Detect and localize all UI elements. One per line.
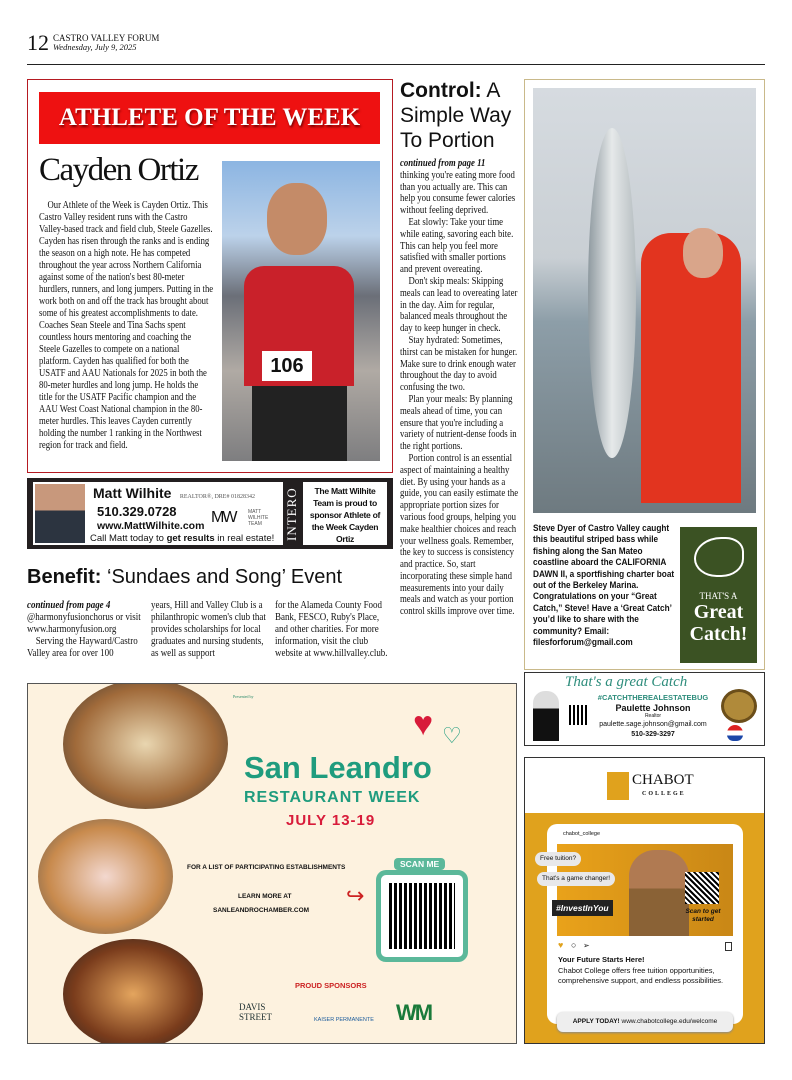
page-header [27,32,159,54]
apply-bar[interactable]: APPLY TODAY! www.chabotcollege.edu/welcome [557,1012,733,1032]
post-qr-code[interactable] [685,872,719,904]
athlete-article [39,200,213,452]
athlete-name: Cayden Ortiz [39,152,198,188]
sponsor-davis-street: DAVIS STREET [239,1002,272,1022]
agent-tagline: Call Matt today to get results in real estate! [90,533,275,544]
realtor-photo [533,691,559,741]
san-leandro-restaurant-week-ad[interactable]: Presented by ♥ ♡ San Leandro RESTAURANT WEEK JULY 13-19 FOR A LIST OF PARTICIPATING ESTABLISHMENTS LEARN MORE AT SANLEANDROCHAMBER.COM ↪ SCAN ME PROUD SPONSORS DAVIS STREET KAISER PERMANENTE WM [27,683,517,1044]
heart-icon: ♥ [413,706,434,743]
benefit-col-1: continued from page 4 @harmonyfusionchorus or visit www.harmonyfusion.org Serving the Hayward/Castro Valley area for over 100 [27,600,141,659]
mw-logo: MW [211,509,236,526]
qr-code[interactable] [569,705,589,725]
food-photo-1 [63,683,228,809]
social-post-card: chabot_college Scan to get started #InvestInYou Free tuition? That's a game changer! ♥ ○ ➢ Your Future Starts Here! Chabot College offers free tuition opportunities, comprehensive support, and endless possibilities. [547,824,743,1024]
sponsor-kaiser: KAISER PERMANENTE [314,1017,374,1023]
food-photo-2 [38,819,173,934]
chabot-logo: CHABOT [632,772,694,788]
issue-date: Wednesday, July 9, 2025 [53,42,137,52]
page-number: 12 [27,30,49,55]
chabot-logo-icon [607,772,629,800]
post-image: Scan to get started #InvestInYou [557,844,733,936]
chabot-college-ad[interactable] [524,757,765,1044]
benefit-col-2: years, Hill and Valley Club is a philanthropic women's club that provides scholarships for local graduates and nursing students, as well as support [151,600,266,659]
control-headline: Control: A Simple Way To Portion [400,79,512,152]
sponsor-wm: WM [396,1000,432,1025]
control-article: continued from page 11 thinking you're eating more food than you actually are. This can help you consume fewer calories without feeling deprived. Eat slowly: Take your time while eating, savoring each bite. This can help you feel more satisfied with smaller portions and prevent overeating. Don't skip meals: Skipping meals can lead to overeating later in the day. Aim for regular, balanced meals throughout the day to keep hunger in check. Stay hydrated: Sometimes, thirst can be mistaken for hunger. Make sure to drink enough water throughout the day to avoid confusing the two. Plan your meals: By planning meals ahead of time, you can ensure that you're including a variety of nutrient-dense foods in the right portions. Portion control is an essential aspect of maintaining a healthy diet. By using your hands as a guide, you can easily estimate the appropriate portion sizes for various food groups, helping you make healthier choices and reach your wellness goals. Remember, the key to success is consistency and practice. So, start incorporating these simple hand measurements into your daily meals and watch as your portion control skills improve over time. [400,158,519,618]
scan-me-qr[interactable] [376,870,468,962]
invest-hashtag: #InvestInYou [552,900,613,916]
agent-license: REALTOR®, DRE# 01828342 [179,494,255,500]
benefit-headline: Benefit: ‘Sundaes and Song’ Event [27,566,342,588]
athlete-photo [222,161,380,461]
chabot-logo-sub: COLLEGE [642,791,686,797]
sponsor-note: The Matt Wilhite Team is proud to sponsor Athlete of the Week Cayden Ortiz [303,482,387,545]
comment-icon[interactable]: ○ [571,940,577,950]
share-icon[interactable]: ➢ [583,941,590,950]
heart-outline-icon: ♡ [442,723,462,748]
agent-photo [35,484,85,543]
paulette-johnson-ad[interactable]: That's a great Catch #CATCHTHEREALESTATEBUG Paulette Johnson Realtor paulette.sage.johnson@gmail.com 510-329-3297 [524,672,765,746]
great-catch-badge: THAT'S A Great Catch! [680,527,757,663]
agent-website[interactable]: www.MattWilhite.com [97,520,205,532]
fish-icon [694,537,744,577]
fishing-photo [533,88,756,513]
paper-name: CASTRO VALLEY FORUM [53,33,160,43]
intero-logo: INTERO [284,487,299,541]
ad-script-title: That's a great Catch [565,674,688,690]
athlete-paragraph: Our Athlete of the Week is Cayden Ortiz. This Castro Valley resident runs with the Castro Valley-based track and field club, Steele Gazelles. Cayden has risen through the ranks and is ending the season on a high note. He has competed throughout the year across Northern California against some of the nation's best 80-meter hurdlers, runners, and long jumpers. Putting in the work both on and off the track has brought about some of his greatest accomplishments to date. Coaches Sean Steele and Tina Sachs spent countless hours mentoring and coaching the Steele Gazelles to compete on a national platform. Cayden has qualified for both the USATF and AAU Nationals for 2025 in both the 80-meter hurdles and long jump. He holds the title for the USATF Pacific champion and the AAU West Coast National champion in the 80-meter hurdles. This leaves Cayden currently holding the number 1 ranking in the Northwest region for track and field. [39,200,214,451]
agent-phone: 510.329.0728 [97,504,177,519]
benefit-col-3: for the Alameda County Food Bank, FESCO, Ruby's Place, and other charities. For more information, visit the club website at www.hillvalley.club. [275,600,388,659]
heart-icon[interactable]: ♥ [558,940,564,950]
race-bib: 106 [262,351,312,381]
remax-balloon [727,725,743,741]
header-rule [27,64,765,65]
agent-name: Matt Wilhite [93,485,172,501]
bookmark-icon[interactable] [725,942,732,951]
arrow-icon: ↪ [346,883,365,908]
matt-wilhite-ad[interactable] [27,478,393,549]
car-emblem [721,689,757,723]
mw-logo-text: MATT WILHITE TEAM [248,509,269,527]
food-photo-3 [63,939,203,1044]
catch-caption: Steve Dyer of Castro Valley caught this beautiful striped bass while fishing along the San Mateo coastline aboard the CALIFORNIA DAWN II, a sportfishing charter boat out of the Berkeley Marina. Congratulations on your “Great Catch,” Steve! Have a ‘Great Catch’ you’d like to share with the community? Email: filesforforum@gmail.com [533,522,675,648]
athlete-banner: ATHLETE OF THE WEEK [39,92,380,144]
